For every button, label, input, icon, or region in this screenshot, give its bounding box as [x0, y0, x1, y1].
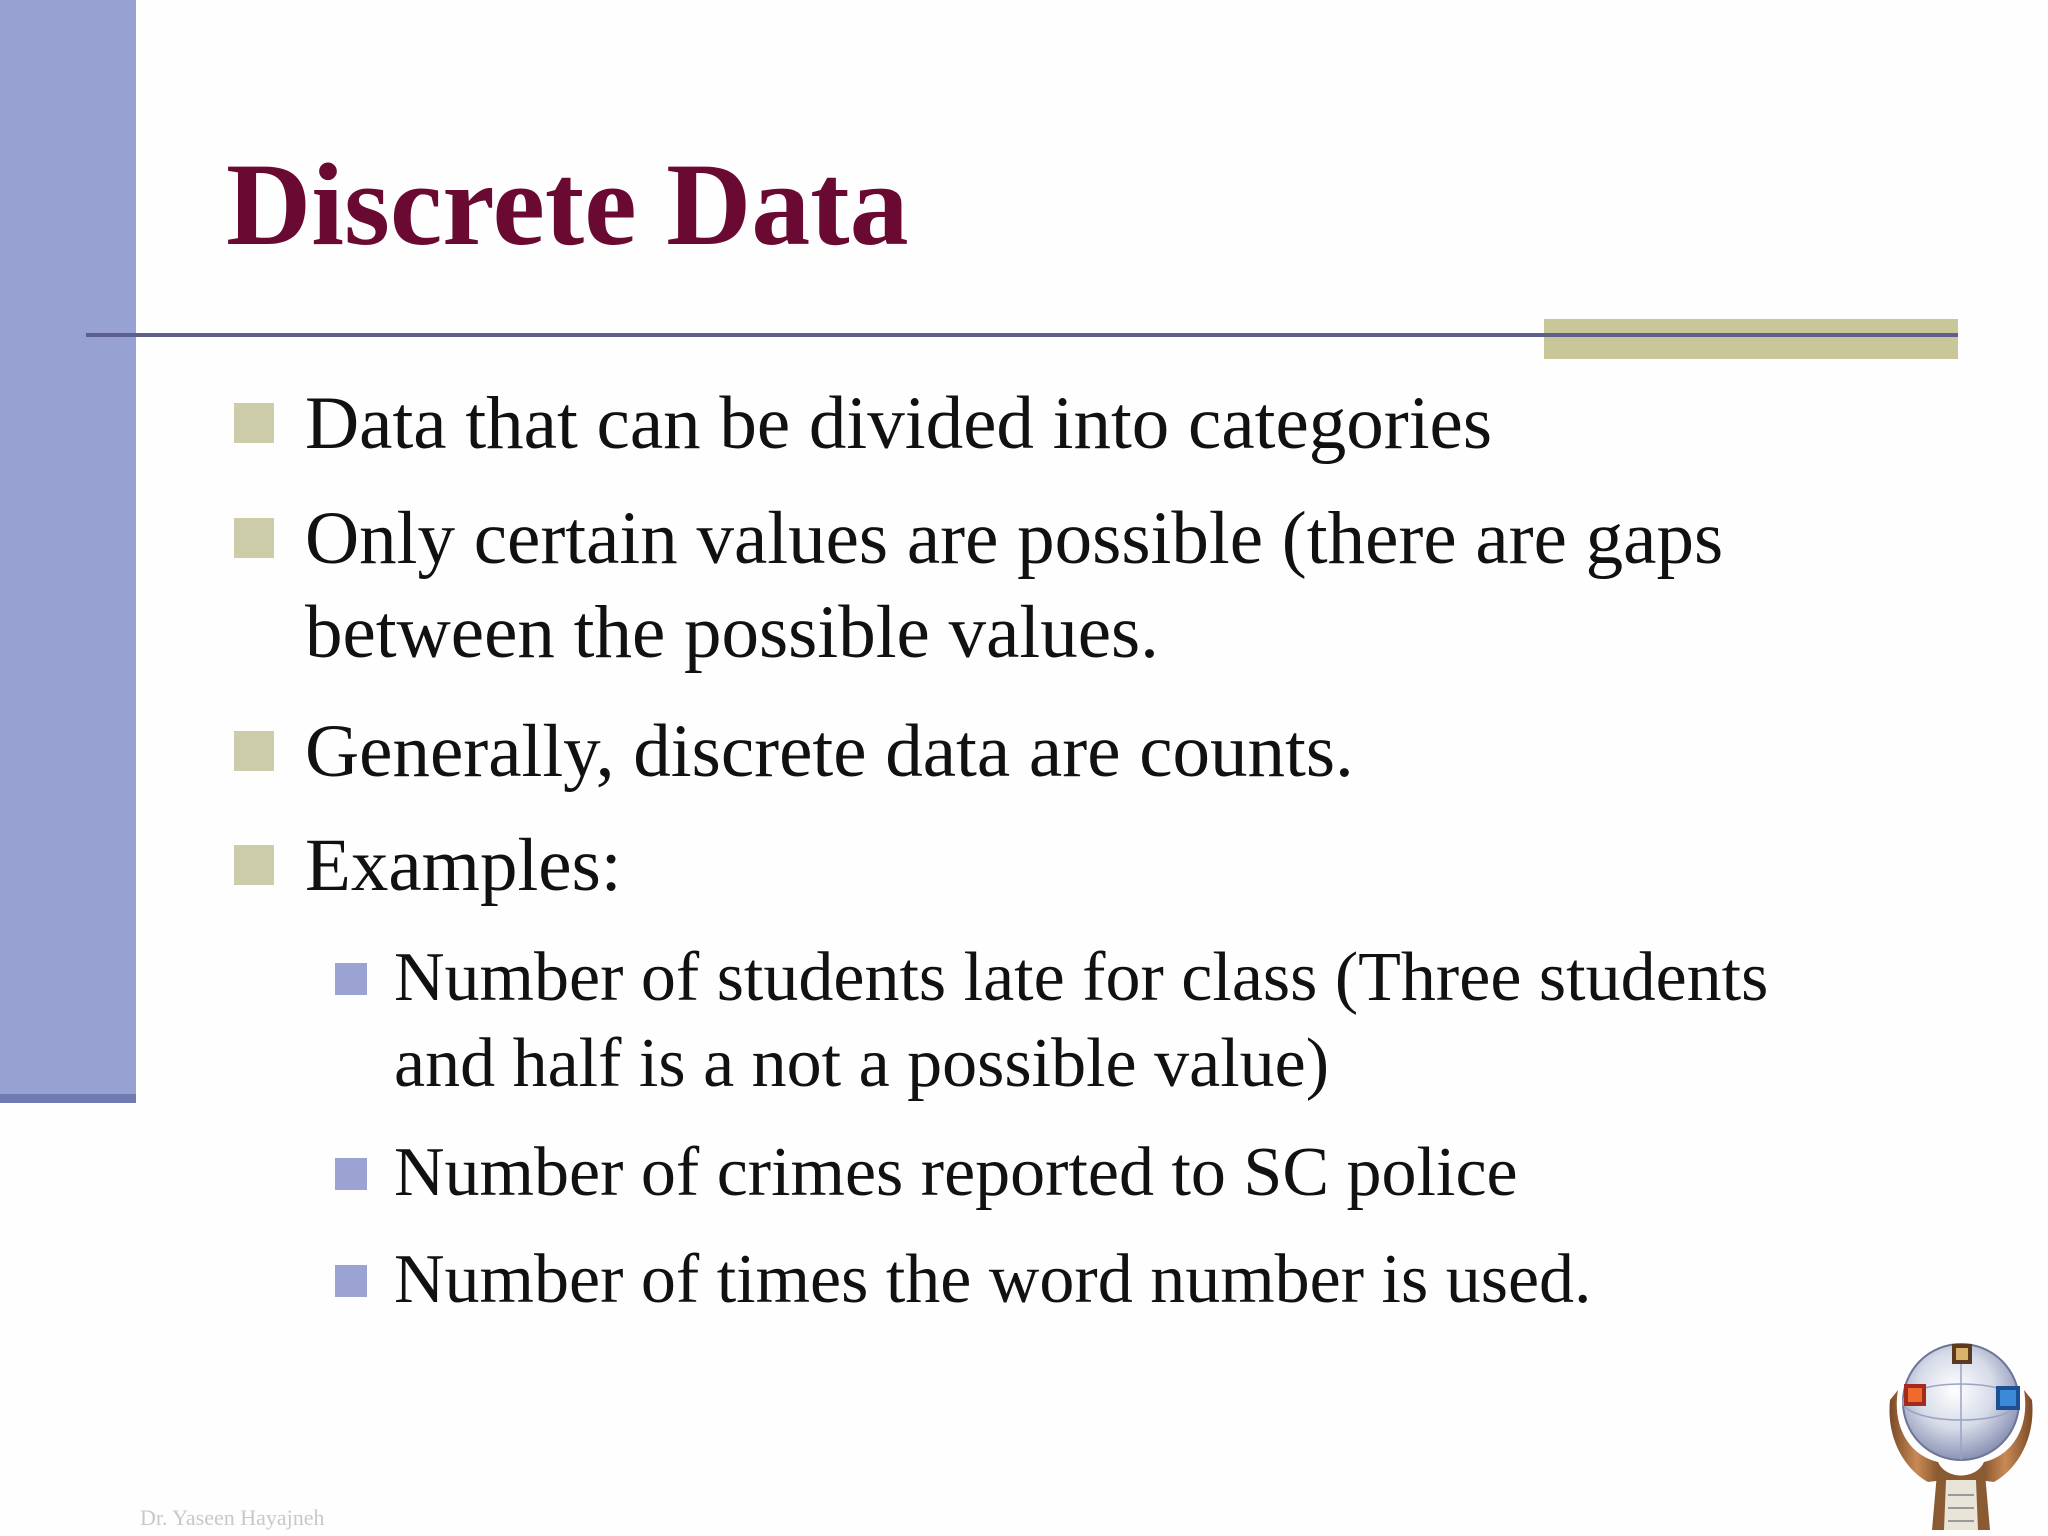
square-sub-bullet-icon — [335, 1265, 367, 1297]
square-bullet-icon — [234, 403, 274, 443]
bullet-text: Only certain values are possible (there are gaps — [305, 497, 1724, 580]
square-sub-bullet-icon — [335, 1158, 367, 1190]
sub-bullet-text: Number of crimes reported to SC police — [394, 1134, 1518, 1211]
sub-bullet-text-continued: and half is a not a possible value) — [394, 1025, 1330, 1102]
bullet-text: Examples: — [305, 824, 622, 907]
square-bullet-icon — [234, 845, 274, 885]
bullet-text: Generally, discrete data are counts. — [305, 710, 1354, 793]
bullet-text-continued: between the possible values. — [305, 591, 1159, 674]
sub-bullet-text: Number of students late for class (Three students — [394, 939, 1769, 1016]
slide-title: Discrete Data — [226, 139, 909, 270]
footer-author: Dr. Yaseen Hayajneh — [140, 1505, 325, 1530]
sub-bullet-text: Number of times the word number is used. — [394, 1241, 1592, 1318]
square-bullet-icon — [234, 731, 274, 771]
hands-holding-globe-icon — [1886, 1330, 2036, 1530]
square-sub-bullet-icon — [335, 963, 367, 995]
bullet-text: Data that can be divided into categories — [305, 382, 1493, 465]
square-bullet-icon — [234, 518, 274, 558]
